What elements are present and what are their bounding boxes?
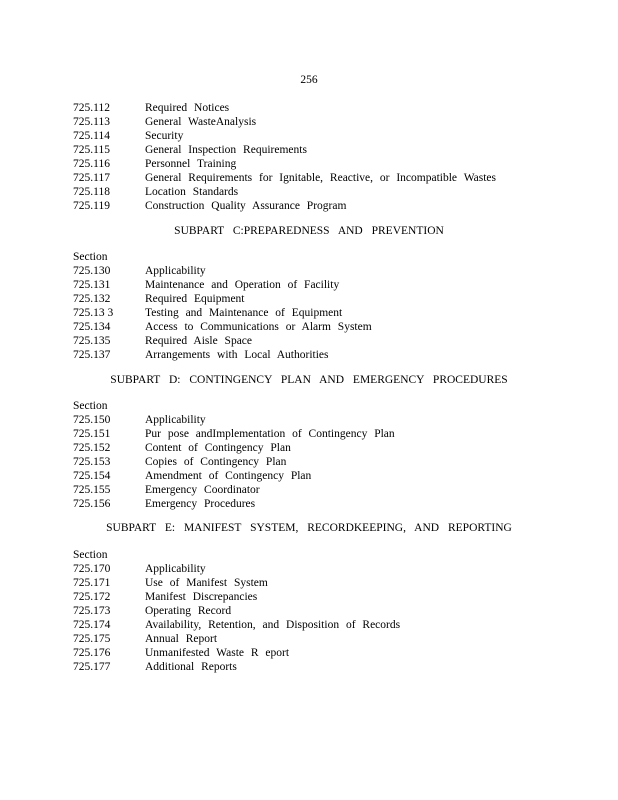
- section-title: Testing and Maintenance of Equipment: [145, 307, 343, 319]
- list-item: [73, 604, 553, 618]
- section-label: Section: [73, 549, 108, 561]
- section-title: General Requirements for Ignitable, Reactive, or Incompatible Wastes: [145, 172, 496, 184]
- section-title: Location Standards: [145, 186, 239, 198]
- section-title: Additional Reports: [145, 661, 237, 673]
- subpart-d-heading: SUBPART D: CONTINGENCY PLAN AND EMERGENCY PROCEDURES: [110, 374, 508, 386]
- section-label: Section: [73, 400, 108, 412]
- list-item: [73, 101, 553, 115]
- section-number: 725.13 3: [73, 307, 114, 319]
- list-item: [73, 348, 553, 362]
- section-title: Manifest Discrepancies: [145, 591, 258, 603]
- section-title: Emergency Coordinator: [145, 484, 260, 496]
- section-number: 725.174: [73, 619, 111, 631]
- page-number: 256: [300, 74, 318, 86]
- list-item: [73, 413, 553, 427]
- section-number: 725.173: [73, 605, 111, 617]
- list-item: [73, 185, 553, 199]
- section-list-subpart-e: [73, 548, 553, 674]
- section-title: Arrangements with Local Authorities: [145, 349, 329, 361]
- section-number: 725.151: [73, 428, 111, 440]
- section-list-subpart-c: [73, 250, 553, 362]
- list-item: [73, 455, 553, 469]
- section-title: Construction Quality Assurance Program: [145, 200, 347, 212]
- section-number: 725.154: [73, 470, 111, 482]
- section-number: 725.134: [73, 321, 111, 333]
- list-item: [73, 632, 553, 646]
- list-item: [73, 646, 553, 660]
- section-number: 725.170: [73, 563, 111, 575]
- list-item: [73, 497, 553, 511]
- section-number: 725.131: [73, 279, 111, 291]
- list-item: [73, 334, 553, 348]
- section-number: 725.155: [73, 484, 111, 496]
- section-list-subpart-b: [73, 101, 553, 213]
- section-title: Availability, Retention, and Disposition of Records: [145, 619, 401, 631]
- subpart-c-heading: SUBPART C:PREPAREDNESS AND PREVENTION: [174, 225, 444, 237]
- section-number: 725.172: [73, 591, 111, 603]
- list-item: [73, 441, 553, 455]
- list-item: [73, 427, 553, 441]
- section-number: 725.132: [73, 293, 111, 305]
- section-number: 725.116: [73, 158, 110, 170]
- list-item: [73, 590, 553, 604]
- section-title: Applicability: [145, 265, 206, 277]
- list-item: [73, 264, 553, 278]
- section-title: Annual Report: [145, 633, 218, 645]
- section-number: 725.117: [73, 172, 110, 184]
- section-title: Maintenance and Operation of Facility: [145, 279, 340, 291]
- list-item: [73, 278, 553, 292]
- section-title: Copies of Contingency Plan: [145, 456, 287, 468]
- section-number: 725.135: [73, 335, 111, 347]
- section-number: 725.137: [73, 349, 111, 361]
- section-title: Personnel Training: [145, 158, 237, 170]
- section-title: Amendment of Contingency Plan: [145, 470, 312, 482]
- list-item: [73, 199, 553, 213]
- section-title: General WasteAnalysis: [145, 116, 257, 128]
- section-number: 725.114: [73, 130, 110, 142]
- section-title: Pur pose andImplementation of Contingency Plan: [145, 428, 395, 440]
- section-number: 725.152: [73, 442, 111, 454]
- section-title: Content of Contingency Plan: [145, 442, 291, 454]
- list-item: [73, 562, 553, 576]
- subpart-e-heading: SUBPART E: MANIFEST SYSTEM, RECORDKEEPING, AND REPORTING: [106, 522, 512, 534]
- section-number: 725.171: [73, 577, 111, 589]
- list-item: [73, 660, 553, 674]
- section-title: Applicability: [145, 414, 206, 426]
- list-item: [73, 320, 553, 334]
- section-number: 725.150: [73, 414, 111, 426]
- section-title: Emergency Procedures: [145, 498, 256, 510]
- section-number: 725.130: [73, 265, 111, 277]
- list-item: [73, 115, 553, 129]
- list-item: [73, 157, 553, 171]
- section-title: Security: [145, 130, 184, 142]
- section-title: Use of Manifest System: [145, 577, 268, 589]
- section-title: Required Notices: [145, 102, 230, 114]
- section-number: 725.113: [73, 116, 110, 128]
- section-title: General Inspection Requirements: [145, 144, 307, 156]
- section-number: 725.176: [73, 647, 111, 659]
- section-number: 725.119: [73, 200, 110, 212]
- section-label: Section: [73, 251, 108, 263]
- section-number: 725.177: [73, 661, 111, 673]
- section-number: 725.112: [73, 102, 110, 114]
- list-item: [73, 171, 553, 185]
- section-title: Access to Communications or Alarm System: [145, 321, 372, 333]
- list-item: [73, 576, 553, 590]
- list-item: [73, 143, 553, 157]
- section-title: Required Aisle Space: [145, 335, 253, 347]
- section-title: Applicability: [145, 563, 206, 575]
- list-item: [73, 129, 553, 143]
- section-title: Unmanifested Waste R eport: [145, 647, 290, 659]
- list-item: [73, 483, 553, 497]
- section-title: Operating Record: [145, 605, 232, 617]
- list-item: [73, 618, 553, 632]
- list-item: [73, 469, 553, 483]
- section-list-subpart-d: [73, 399, 553, 511]
- section-number: 725.175: [73, 633, 111, 645]
- section-number: 725.153: [73, 456, 111, 468]
- section-number: 725.156: [73, 498, 111, 510]
- section-number: 725.115: [73, 144, 110, 156]
- section-title: Required Equipment: [145, 293, 245, 305]
- section-number: 725.118: [73, 186, 110, 198]
- list-item: [73, 292, 553, 306]
- list-item: [73, 306, 553, 320]
